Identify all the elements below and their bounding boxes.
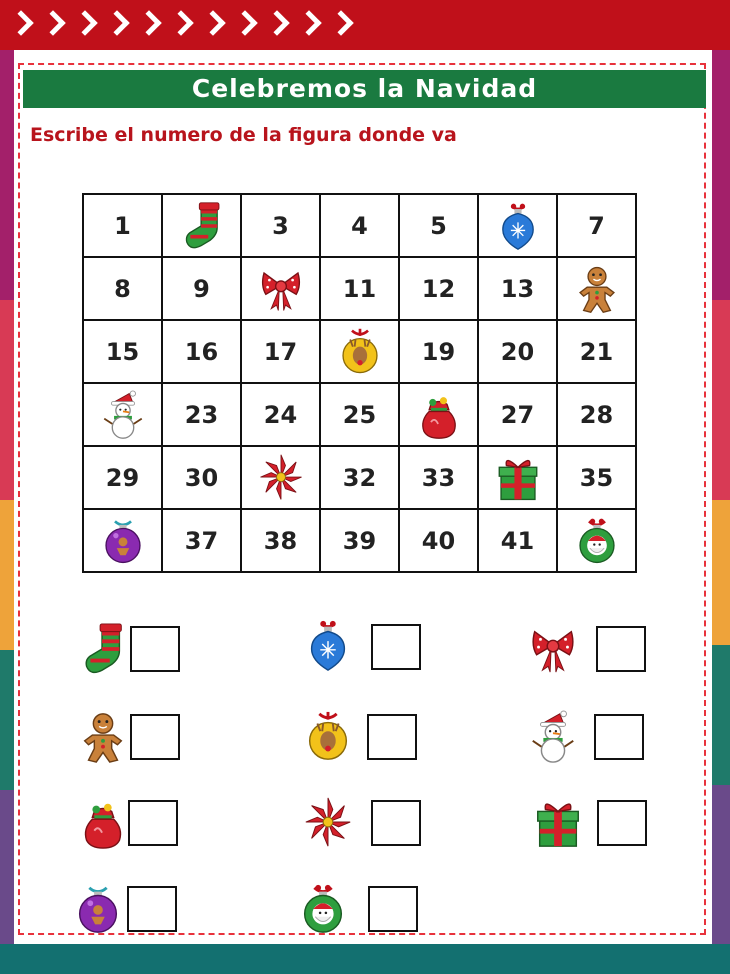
answer-box[interactable] xyxy=(368,886,418,932)
answer-box[interactable] xyxy=(371,624,421,670)
grid-cell xyxy=(557,320,636,383)
chevron-right-icon xyxy=(168,10,193,35)
answer-box[interactable] xyxy=(597,800,647,846)
grid-number: 30 xyxy=(184,463,219,492)
grid-number: 4 xyxy=(351,211,368,240)
stocking-icon xyxy=(179,201,225,251)
answer-box[interactable] xyxy=(594,714,644,760)
stocking-icon xyxy=(80,622,126,676)
grid-cell xyxy=(557,257,636,320)
grid-row xyxy=(83,257,636,320)
reindeer-ornament-icon xyxy=(305,710,351,764)
grid-cell xyxy=(241,446,320,509)
grid-cell xyxy=(241,383,320,446)
poinsettia-icon xyxy=(258,453,304,503)
grid-row xyxy=(83,194,636,257)
gingerbread-icon xyxy=(574,264,620,314)
grid-cell xyxy=(83,257,162,320)
grid-number: 33 xyxy=(421,463,456,492)
grid-number: 38 xyxy=(263,526,298,555)
green-ornament-icon xyxy=(574,516,620,566)
grid-number: 15 xyxy=(105,337,140,366)
gift-box-icon xyxy=(495,453,541,503)
page-title: Celebremos la Navidad xyxy=(23,70,706,108)
grid-number: 3 xyxy=(272,211,289,240)
grid-row xyxy=(83,383,636,446)
purple-ornament-icon xyxy=(100,516,146,566)
answer-box[interactable] xyxy=(596,626,646,672)
grid-cell xyxy=(478,509,557,572)
grid-cell xyxy=(557,194,636,257)
grid-number: 41 xyxy=(500,526,535,555)
grid-number: 17 xyxy=(263,337,298,366)
grid-cell xyxy=(399,509,478,572)
poinsettia-icon xyxy=(305,796,351,850)
grid-number: 24 xyxy=(263,400,298,429)
grid-row xyxy=(83,446,636,509)
chevron-right-icon xyxy=(136,10,161,35)
grid-number: 1 xyxy=(114,211,131,240)
chevron-right-icon xyxy=(296,10,321,35)
grid-cell xyxy=(320,320,399,383)
chevron-right-icon xyxy=(264,10,289,35)
grid-cell xyxy=(399,446,478,509)
answer-box[interactable] xyxy=(367,714,417,760)
chevron-right-icon xyxy=(8,10,33,35)
answer-box[interactable] xyxy=(130,714,180,760)
grid-number: 28 xyxy=(579,400,614,429)
grid-cell xyxy=(478,320,557,383)
grid-cell xyxy=(162,194,241,257)
santa-sack-icon xyxy=(416,390,462,440)
santa-sack-icon xyxy=(80,796,126,850)
grid-cell xyxy=(478,257,557,320)
grid-number: 39 xyxy=(342,526,377,555)
grid-number: 16 xyxy=(184,337,219,366)
grid-cell xyxy=(320,194,399,257)
grid-cell xyxy=(320,383,399,446)
grid-cell xyxy=(320,446,399,509)
grid-number: 13 xyxy=(500,274,535,303)
grid-cell xyxy=(162,383,241,446)
instruction-text: Escribe el numero de la figura donde va xyxy=(30,124,457,146)
grid-number: 40 xyxy=(421,526,456,555)
grid-cell xyxy=(162,320,241,383)
grid-cell xyxy=(478,194,557,257)
grid-cell xyxy=(557,446,636,509)
grid-cell xyxy=(320,509,399,572)
grid-cell xyxy=(83,320,162,383)
grid-number: 7 xyxy=(588,211,605,240)
gift-box-icon xyxy=(535,796,581,850)
gingerbread-icon xyxy=(80,710,126,764)
bottom-banner xyxy=(0,944,730,974)
grid-number: 8 xyxy=(114,274,131,303)
grid-cell xyxy=(478,446,557,509)
grid-number: 21 xyxy=(579,337,614,366)
grid-number: 37 xyxy=(184,526,219,555)
grid-number: 25 xyxy=(342,400,377,429)
top-banner xyxy=(0,0,730,50)
grid-cell xyxy=(399,383,478,446)
grid-cell xyxy=(399,320,478,383)
grid-row xyxy=(83,509,636,572)
grid-cell xyxy=(478,383,557,446)
grid-number: 12 xyxy=(421,274,456,303)
purple-ornament-icon xyxy=(75,882,121,936)
grid-number: 27 xyxy=(500,400,535,429)
grid-number: 11 xyxy=(342,274,377,303)
grid-number: 23 xyxy=(184,400,219,429)
reindeer-ornament-icon xyxy=(337,327,383,377)
grid-cell xyxy=(241,320,320,383)
grid-row xyxy=(83,320,636,383)
grid-cell xyxy=(241,194,320,257)
red-bow-icon xyxy=(258,264,304,314)
grid-number: 35 xyxy=(579,463,614,492)
grid-cell xyxy=(83,383,162,446)
grid-number: 9 xyxy=(193,274,210,303)
grid-number: 20 xyxy=(500,337,535,366)
grid-cell xyxy=(83,509,162,572)
grid-cell xyxy=(557,509,636,572)
chevron-right-icon xyxy=(104,10,129,35)
grid-cell xyxy=(83,446,162,509)
grid-number: 19 xyxy=(421,337,456,366)
grid-number: 29 xyxy=(105,463,140,492)
chevron-right-icon xyxy=(200,10,225,35)
grid-cell xyxy=(241,509,320,572)
grid-cell xyxy=(557,383,636,446)
chevron-right-icon xyxy=(40,10,65,35)
answer-box[interactable] xyxy=(128,800,178,846)
chevron-right-icon xyxy=(232,10,257,35)
answer-box[interactable] xyxy=(130,626,180,672)
chevron-right-icon xyxy=(328,10,353,35)
grid-cell xyxy=(320,257,399,320)
grid-cell xyxy=(162,446,241,509)
grid-cell xyxy=(399,194,478,257)
grid-number: 32 xyxy=(342,463,377,492)
number-grid xyxy=(82,193,637,573)
grid-cell xyxy=(241,257,320,320)
grid-cell xyxy=(83,194,162,257)
grid-cell xyxy=(162,257,241,320)
blue-ornament-icon xyxy=(305,618,351,672)
grid-cell xyxy=(162,509,241,572)
answer-box[interactable] xyxy=(371,800,421,846)
grid-cell xyxy=(399,257,478,320)
red-bow-icon xyxy=(530,622,576,676)
green-ornament-icon xyxy=(300,882,346,936)
snowman-icon xyxy=(100,390,146,440)
chevron-right-icon xyxy=(72,10,97,35)
blue-ornament-icon xyxy=(495,201,541,251)
answer-box[interactable] xyxy=(127,886,177,932)
snowman-icon xyxy=(530,710,576,764)
grid-number: 5 xyxy=(430,211,447,240)
